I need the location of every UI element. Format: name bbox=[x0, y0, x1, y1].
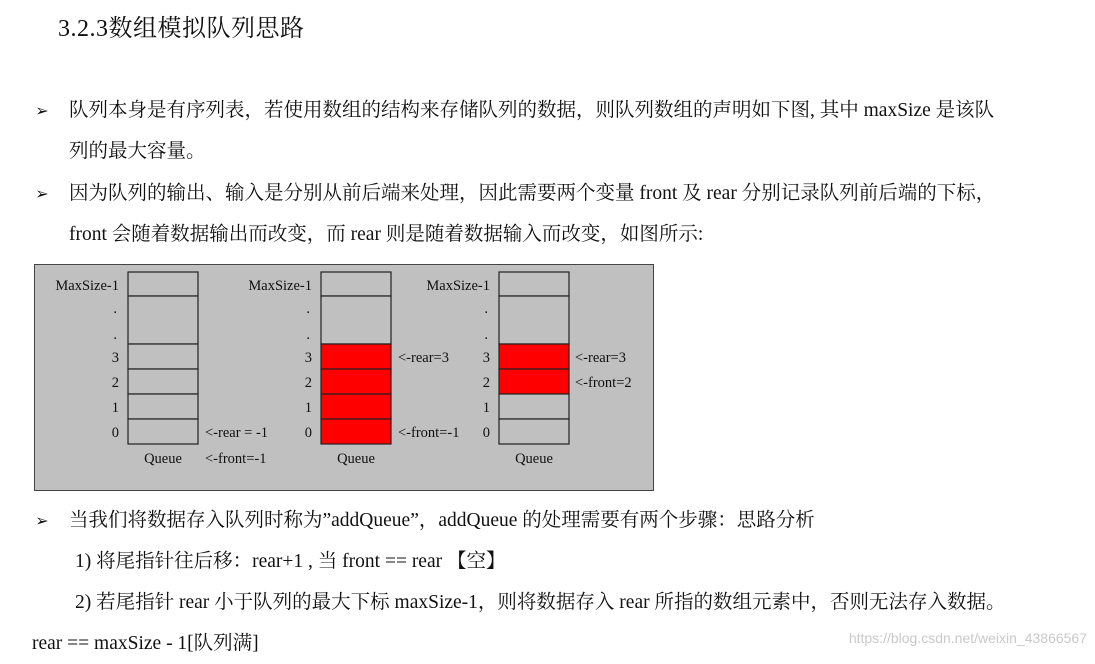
queue-cell-max bbox=[321, 272, 391, 296]
queue-index-label: 2 bbox=[482, 375, 490, 391]
paragraph-line: 列的最大容量。 bbox=[69, 141, 206, 162]
paragraph-add-queue bbox=[32, 501, 1082, 626]
queue-top-label: MaxSize-1 bbox=[426, 278, 490, 294]
queue-index-label: 1 bbox=[304, 400, 312, 416]
queue-cell-filled bbox=[321, 394, 391, 419]
queue-ellipsis-dot: . bbox=[113, 301, 117, 317]
paragraph-line: 队列本身是有序列表，若使用数组的结构来存储队列的数据，则队列数组的声明如下图, 其中 maxSize 是该队 bbox=[69, 100, 995, 121]
queue-index-label: 3 bbox=[111, 350, 119, 366]
queue-top-label: MaxSize-1 bbox=[248, 278, 312, 294]
queue-cell-filled bbox=[321, 419, 391, 444]
queue-cell-max bbox=[128, 272, 198, 296]
queue-cell-empty bbox=[499, 394, 569, 419]
section-heading: 3.2.3数组模拟队列思路 bbox=[58, 16, 305, 42]
queue-cell-max bbox=[499, 272, 569, 296]
queue-index-label: 3 bbox=[482, 350, 490, 366]
queue-cell-filled bbox=[321, 369, 391, 394]
queue-ellipsis-dot: . bbox=[484, 301, 488, 317]
queue-cell-ellipsis bbox=[128, 296, 198, 344]
queue-caption: Queue bbox=[144, 451, 182, 467]
paragraph-line: 当我们将数据存入队列时称为”addQueue”，addQueue 的处理需要有两个步骤：思路分析 bbox=[69, 510, 815, 531]
queue-pointer-label: <-front=2 bbox=[575, 375, 632, 391]
queue-top-label: MaxSize-1 bbox=[55, 278, 119, 294]
queue-pointer-label: <-rear = -1 bbox=[205, 425, 269, 441]
queue-cell-filled bbox=[321, 344, 391, 369]
step-2: 2) 若尾指针 rear 小于队列的最大下标 maxSize-1，则将数据存入 rear 所指的数组元素中，否则无法存入数据。 bbox=[75, 592, 1006, 613]
queue-cell-empty bbox=[128, 344, 198, 369]
queue-pointer-label: <-front=-1 bbox=[398, 425, 460, 441]
queue-index-label: 2 bbox=[111, 375, 119, 391]
queue-caption: Queue bbox=[515, 451, 553, 467]
paragraph-front-rear bbox=[32, 174, 1082, 254]
queue-cell-filled bbox=[499, 369, 569, 394]
queue-diagram-canvas bbox=[35, 265, 655, 492]
queue-index-label: 0 bbox=[111, 425, 119, 441]
queue-caption: Queue bbox=[337, 451, 375, 467]
queue-pointer-label: <-rear=3 bbox=[575, 350, 626, 366]
queue-index-label: 2 bbox=[304, 375, 312, 391]
queue-cell-filled bbox=[499, 344, 569, 369]
queue-cell-empty bbox=[128, 419, 198, 444]
queue-full-condition: rear == maxSize - 1[队列满] bbox=[32, 633, 259, 654]
queue-index-label: 1 bbox=[111, 400, 119, 416]
queue-index-label: 1 bbox=[482, 400, 490, 416]
queue-cell-ellipsis bbox=[499, 296, 569, 344]
queue-cell-ellipsis bbox=[321, 296, 391, 344]
paragraph-line: 因为队列的输出、输入是分别从前后端来处理，因此需要两个变量 front 及 rear 分别记录队列前后端的下标， bbox=[69, 183, 996, 204]
queue-index-label: 0 bbox=[304, 425, 312, 441]
queue-cell-empty bbox=[128, 394, 198, 419]
step-1: 1) 将尾指针往后移：rear+1 , 当 front == rear 【空】 bbox=[75, 551, 506, 572]
queue-pointer-label: <-rear=3 bbox=[398, 350, 449, 366]
bullet-icon: ➢ bbox=[35, 101, 49, 120]
bullet-icon: ➢ bbox=[35, 511, 49, 530]
paragraph-queue-definition bbox=[32, 91, 1082, 171]
queue-ellipsis-dot: . bbox=[306, 327, 310, 343]
queue-array-diagram bbox=[34, 264, 654, 491]
queue-cell-empty bbox=[499, 419, 569, 444]
queue-ellipsis-dot: . bbox=[113, 327, 117, 343]
queue-cell-empty bbox=[128, 369, 198, 394]
queue-index-label: 3 bbox=[304, 350, 312, 366]
queue-ellipsis-dot: . bbox=[306, 301, 310, 317]
watermark: https://blog.csdn.net/weixin_43866567 bbox=[848, 630, 1087, 646]
queue-pointer-label: <-front=-1 bbox=[205, 451, 267, 467]
queue-ellipsis-dot: . bbox=[484, 327, 488, 343]
paragraph-line: front 会随着数据输出而改变，而 rear 则是随着数据输入而改变，如图所示: bbox=[69, 224, 704, 245]
bullet-icon: ➢ bbox=[35, 184, 49, 203]
queue-index-label: 0 bbox=[482, 425, 490, 441]
